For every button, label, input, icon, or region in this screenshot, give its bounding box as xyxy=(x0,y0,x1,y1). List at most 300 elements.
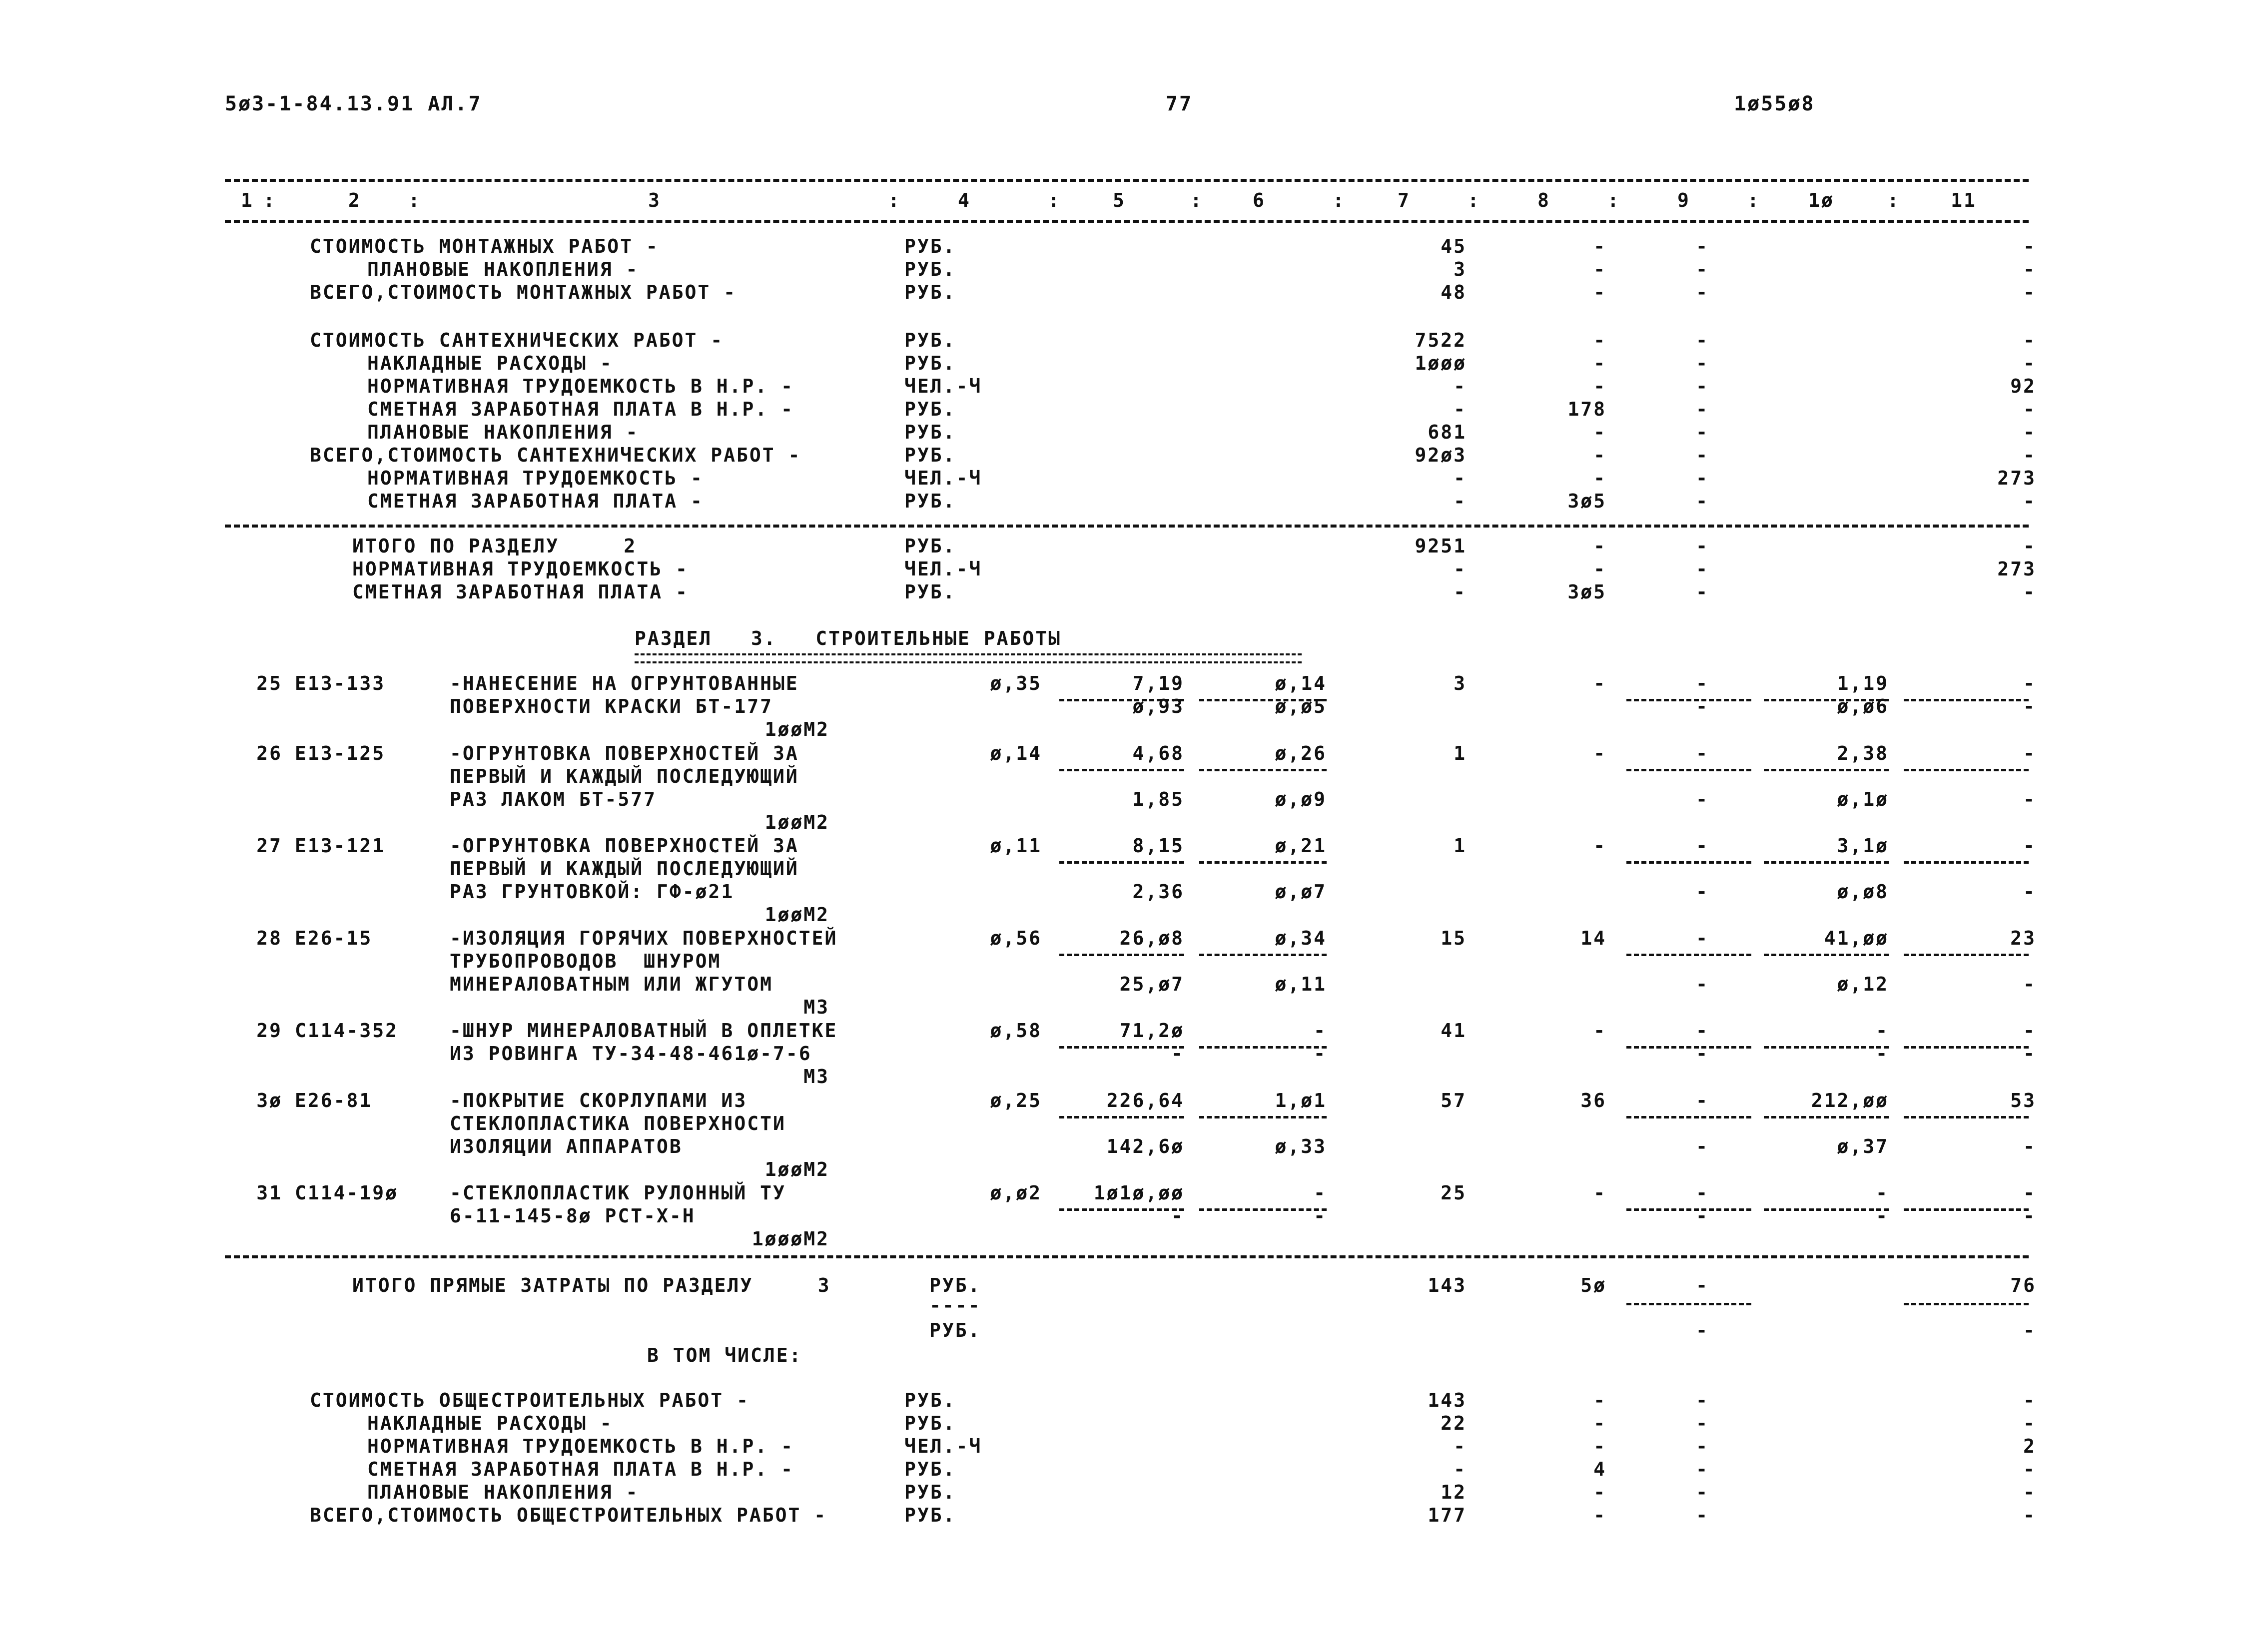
obsh-row-label: ВСЕГО,СТОИМОСТЬ ОБЩЕСТРОИТЕЛЬНЫХ РАБОТ - xyxy=(310,1504,827,1526)
itogo3-col8: 5ø xyxy=(1580,1274,1606,1296)
column-header: 1ø xyxy=(1808,189,1834,211)
santeh-row-unit: РУБ. xyxy=(904,421,956,443)
santeh-row-label: ПЛАНОВЫЕ НАКОПЛЕНИЯ - xyxy=(367,421,639,443)
item-col7: 1 xyxy=(1454,742,1467,764)
obsh-row-col11: - xyxy=(2023,1504,2036,1526)
item-unit: 1øøМ2 xyxy=(764,1158,829,1180)
page-number: 77 xyxy=(1165,92,1193,115)
santeh-row-col9: - xyxy=(1696,490,1709,512)
column-header: 3 xyxy=(648,189,661,211)
itogo2-row-col7: - xyxy=(1454,581,1467,603)
item-description: РАЗ ЛАКОМ БТ-577 xyxy=(450,788,657,810)
obsh-row-col9: - xyxy=(1696,1389,1709,1411)
underline-col10 xyxy=(1764,1116,1889,1118)
santeh-row-col11: - xyxy=(2023,398,2036,420)
item-col10-sub: - xyxy=(1876,1205,1889,1227)
santeh-row-col8: 178 xyxy=(1567,398,1606,420)
item-col10-sub: ø,ø6 xyxy=(1837,695,1889,717)
itogo3-label: ИТОГО ПРЯМЫЕ ЗАТРАТЫ ПО РАЗДЕЛУ 3 xyxy=(352,1274,831,1296)
item-col6: 1,ø1 xyxy=(1275,1090,1327,1111)
item-col10-sub: ø,1ø xyxy=(1837,788,1889,810)
santeh-row-col8: - xyxy=(1593,421,1606,443)
underline-col9 xyxy=(1626,769,1751,771)
item-number: 25 xyxy=(256,672,282,694)
itogo3-col11: 76 xyxy=(2010,1274,2036,1296)
obsh-row-col8: 4 xyxy=(1593,1458,1606,1480)
itogo3-underline-col9 xyxy=(1626,1303,1751,1305)
mont-row-col9: - xyxy=(1696,281,1709,303)
obsh-row-label: НОРМАТИВНАЯ ТРУДОЕМКОСТЬ В Н.Р. - xyxy=(367,1435,794,1457)
mont-row-col7: 3 xyxy=(1454,258,1467,280)
item-number: 3ø xyxy=(256,1090,282,1111)
column-header: 5 xyxy=(1113,189,1126,211)
itogo2-row-col8: - xyxy=(1593,535,1606,557)
santeh-row-col9: - xyxy=(1696,352,1709,374)
item-code: Е26-15 xyxy=(295,927,373,949)
santeh-row-col8: 3ø5 xyxy=(1567,490,1606,512)
item-col11-sub: - xyxy=(2023,1043,2036,1065)
itogo3-underline-col11 xyxy=(1904,1303,2029,1305)
column-header: : xyxy=(408,189,421,211)
item-code: Е13-125 xyxy=(295,742,386,764)
obsh-row-unit: РУБ. xyxy=(904,1412,956,1434)
item-code: С114-352 xyxy=(295,1020,399,1042)
item-col6-sub: ø,ø5 xyxy=(1275,695,1327,717)
item-col10: - xyxy=(1876,1020,1889,1042)
underline-col11 xyxy=(1904,1116,2029,1118)
column-header: 9 xyxy=(1677,189,1690,211)
itogo2-row-col7: 9251 xyxy=(1415,535,1467,557)
itogo2-row-col9: - xyxy=(1696,535,1709,557)
column-header: : xyxy=(1887,189,1900,211)
mont-row-unit: РУБ. xyxy=(904,258,956,280)
item-col11-sub: - xyxy=(2023,973,2036,995)
item-col5-sub: 142,6ø xyxy=(1106,1135,1184,1157)
item-description: ПЕРВЫЙ И КАЖДЫЙ ПОСЛЕДУЮЩИЙ xyxy=(450,858,799,880)
item-col9-sub: - xyxy=(1696,1205,1709,1227)
item-col6: ø,14 xyxy=(1275,672,1327,694)
obsh-row-col9: - xyxy=(1696,1458,1709,1480)
column-header: : xyxy=(1607,189,1620,211)
item-description: -ОГРУНТОВКА ПОВЕРХНОСТЕЙ ЗА xyxy=(450,835,799,857)
subheading-including: В ТОМ ЧИСЛЕ: xyxy=(647,1344,802,1366)
underline-col11 xyxy=(1904,769,2029,771)
obsh-row-unit: РУБ. xyxy=(904,1458,956,1480)
item-number: 26 xyxy=(256,742,282,764)
item-description: ТРУБОПРОВОДОВ ШНУРОМ xyxy=(450,950,722,972)
underline-col6 xyxy=(1199,861,1327,864)
item-col9: - xyxy=(1696,835,1709,857)
obsh-row-col11: - xyxy=(2023,1481,2036,1503)
item-col9: - xyxy=(1696,1020,1709,1042)
obsh-row-label: ПЛАНОВЫЕ НАКОПЛЕНИЯ - xyxy=(367,1481,639,1503)
item-col6-sub: - xyxy=(1314,1205,1327,1227)
item-description: -НАНЕСЕНИЕ НА ОГРУНТОВАННЫЕ xyxy=(450,672,799,694)
itogo2-row-col8: 3ø5 xyxy=(1567,581,1606,603)
item-col9: - xyxy=(1696,742,1709,764)
item-unit: М3 xyxy=(803,996,829,1018)
column-header: : xyxy=(1747,189,1760,211)
obsh-row-col11: - xyxy=(2023,1412,2036,1434)
itogo2-row-label: НОРМАТИВНАЯ ТРУДОЕМКОСТЬ - xyxy=(352,558,689,580)
item-col9: - xyxy=(1696,672,1709,694)
underline-col6 xyxy=(1199,769,1327,771)
santeh-row-col7: - xyxy=(1454,375,1467,397)
item-col6-sub: ø,11 xyxy=(1275,973,1327,995)
obsh-row-col7: 143 xyxy=(1428,1389,1467,1411)
santeh-row-col9: - xyxy=(1696,398,1709,420)
column-header: 1 xyxy=(241,189,254,211)
item-col11: 23 xyxy=(2010,927,2036,949)
santeh-row-col11: - xyxy=(2023,329,2036,351)
mont-row-unit: РУБ. xyxy=(904,235,956,257)
underline-col5 xyxy=(1059,1116,1184,1118)
mont-row-col7: 48 xyxy=(1441,281,1467,303)
item-col6: - xyxy=(1314,1182,1327,1204)
item-col6: ø,26 xyxy=(1275,742,1327,764)
santeh-row-label: НАКЛАДНЫЕ РАСХОДЫ - xyxy=(367,352,613,374)
item-col4: ø,25 xyxy=(990,1090,1042,1111)
obsh-row-col8: - xyxy=(1593,1504,1606,1526)
item-number: 29 xyxy=(256,1020,282,1042)
santeh-row-col8: - xyxy=(1593,352,1606,374)
itogo2-row-unit: ЧЕЛ.-Ч xyxy=(904,558,982,580)
underline-col10 xyxy=(1764,861,1889,864)
itogo2-row-col11: - xyxy=(2023,535,2036,557)
mont-row-label: ПЛАНОВЫЕ НАКОПЛЕНИЯ - xyxy=(367,258,639,280)
item-col10: 212,øø xyxy=(1811,1090,1889,1111)
item-col5: 8,15 xyxy=(1132,835,1184,857)
itogo3-unit2: РУБ. xyxy=(929,1319,981,1341)
item-description: -ОГРУНТОВКА ПОВЕРХНОСТЕЙ ЗА xyxy=(450,742,799,764)
item-col8: 36 xyxy=(1580,1090,1606,1111)
underline-col5 xyxy=(1059,954,1184,956)
item-col10: - xyxy=(1876,1182,1889,1204)
item-unit: 1øøøМ2 xyxy=(751,1228,829,1250)
santeh-row-col8: - xyxy=(1593,444,1606,466)
item-col8: - xyxy=(1593,1020,1606,1042)
items-bottom-rule xyxy=(225,1255,2029,1258)
doc-number: 1ø55ø8 xyxy=(1734,92,1815,115)
item-col4: ø,56 xyxy=(990,927,1042,949)
santeh-row-unit: РУБ. xyxy=(904,490,956,512)
underline-col11 xyxy=(1904,861,2029,864)
obsh-row-col11: - xyxy=(2023,1458,2036,1480)
item-number: 31 xyxy=(256,1182,282,1204)
underline-col9 xyxy=(1626,861,1751,864)
itogo2-row-unit: РУБ. xyxy=(904,581,956,603)
obsh-row-col8: - xyxy=(1593,1389,1606,1411)
santeh-row-col7: - xyxy=(1454,490,1467,512)
item-description: ПЕРВЫЙ И КАЖДЫЙ ПОСЛЕДУЮЩИЙ xyxy=(450,765,799,787)
item-col11: - xyxy=(2023,1182,2036,1204)
underline-col11 xyxy=(1904,954,2029,956)
underline-col9 xyxy=(1626,1116,1751,1118)
mont-row-label: СТОИМОСТЬ МОНТАЖНЫХ РАБОТ - xyxy=(310,235,659,257)
item-col10-sub: ø,37 xyxy=(1837,1135,1889,1157)
santeh-row-col11: - xyxy=(2023,444,2036,466)
obsh-row-col9: - xyxy=(1696,1481,1709,1503)
item-col9-sub: - xyxy=(1696,788,1709,810)
santeh-row-col9: - xyxy=(1696,329,1709,351)
underline-col10 xyxy=(1764,769,1889,771)
item-col11: - xyxy=(2023,1020,2036,1042)
item-col4: ø,11 xyxy=(990,835,1042,857)
obsh-row-col7: - xyxy=(1454,1435,1467,1457)
obsh-row-label: НАКЛАДНЫЕ РАСХОДЫ - xyxy=(367,1412,613,1434)
item-description: ИЗОЛЯЦИИ АППАРАТОВ xyxy=(450,1135,683,1157)
item-description: -ШНУР МИНЕРАЛОВАТНЫЙ В ОПЛЕТКЕ xyxy=(450,1020,838,1042)
item-col7: 25 xyxy=(1441,1182,1467,1204)
item-col5: 4,68 xyxy=(1132,742,1184,764)
santeh-row-unit: ЧЕЛ.-Ч xyxy=(904,375,982,397)
item-unit: М3 xyxy=(803,1066,829,1088)
item-col6: - xyxy=(1314,1020,1327,1042)
itogo2-row-col8: - xyxy=(1593,558,1606,580)
itogo2-row-label: СМЕТНАЯ ЗАРАБОТНАЯ ПЛАТА - xyxy=(352,581,689,603)
mont-row-col11: - xyxy=(2023,235,2036,257)
item-description: -ИЗОЛЯЦИЯ ГОРЯЧИХ ПОВЕРХНОСТЕЙ xyxy=(450,927,838,949)
santeh-row-label: СТОИМОСТЬ САНТЕХНИЧЕСКИХ РАБОТ - xyxy=(310,329,724,351)
item-col5-sub: ø,93 xyxy=(1132,695,1184,717)
santeh-row-col11: 92 xyxy=(2010,375,2036,397)
item-code: Е26-81 xyxy=(295,1090,373,1111)
item-col6-sub: ø,ø7 xyxy=(1275,881,1327,903)
obsh-row-col9: - xyxy=(1696,1412,1709,1434)
santeh-row-col7: 92ø3 xyxy=(1415,444,1467,466)
obsh-row-unit: РУБ. xyxy=(904,1504,956,1526)
santeh-row-col7: 681 xyxy=(1428,421,1467,443)
itogo2-row-unit: РУБ. xyxy=(904,535,956,557)
mont-row-col11: - xyxy=(2023,281,2036,303)
item-col5: 226,64 xyxy=(1106,1090,1184,1111)
column-header: 6 xyxy=(1253,189,1266,211)
itogo2-row-col11: 273 xyxy=(1997,558,2036,580)
obsh-row-unit: ЧЕЛ.-Ч xyxy=(904,1435,982,1457)
santeh-row-col7: 1øøø xyxy=(1415,352,1467,374)
santeh-row-col7: 7522 xyxy=(1415,329,1467,351)
mont-row-col9: - xyxy=(1696,235,1709,257)
itogo3-col9: - xyxy=(1696,1274,1709,1296)
itogo2-row-col7: - xyxy=(1454,558,1467,580)
itogo3-unit-dash: ---- xyxy=(929,1294,981,1316)
item-col8: - xyxy=(1593,835,1606,857)
mont-row-unit: РУБ. xyxy=(904,281,956,303)
item-col5: 7,19 xyxy=(1132,672,1184,694)
obsh-row-col9: - xyxy=(1696,1435,1709,1457)
column-header: 8 xyxy=(1537,189,1550,211)
santeh-row-col8: - xyxy=(1593,467,1606,489)
item-col4: ø,58 xyxy=(990,1020,1042,1042)
column-header: : xyxy=(888,189,901,211)
item-description: ПОВЕРХНОСТИ КРАСКИ БТ-177 xyxy=(450,695,773,717)
item-col5-sub: 1,85 xyxy=(1132,788,1184,810)
section-title-underline xyxy=(635,653,1302,663)
column-header: : xyxy=(1048,189,1061,211)
item-col8: - xyxy=(1593,742,1606,764)
santeh-row-unit: РУБ. xyxy=(904,352,956,374)
santeh-row-col7: - xyxy=(1454,467,1467,489)
mont-row-col11: - xyxy=(2023,258,2036,280)
underline-col5 xyxy=(1059,861,1184,864)
obsh-row-col11: - xyxy=(2023,1389,2036,1411)
item-description: СТЕКЛОПЛАСТИКА ПОВЕРХНОСТИ xyxy=(450,1112,786,1134)
section2-rule xyxy=(225,525,2029,528)
underline-col5 xyxy=(1059,769,1184,771)
item-col10-sub: ø,12 xyxy=(1837,973,1889,995)
item-col5: 1ø1ø,øø xyxy=(1093,1182,1184,1204)
santeh-row-label: СМЕТНАЯ ЗАРАБОТНАЯ ПЛАТА В Н.Р. - xyxy=(367,398,794,420)
obsh-row-col8: - xyxy=(1593,1481,1606,1503)
item-col7: 41 xyxy=(1441,1020,1467,1042)
santeh-row-col11: - xyxy=(2023,490,2036,512)
item-col10: 1,19 xyxy=(1837,672,1889,694)
obsh-row-col7: - xyxy=(1454,1458,1467,1480)
item-col4: ø,14 xyxy=(990,742,1042,764)
mont-row-col8: - xyxy=(1593,258,1606,280)
item-col7: 15 xyxy=(1441,927,1467,949)
santeh-row-unit: РУБ. xyxy=(904,398,956,420)
item-col10-sub: - xyxy=(1876,1043,1889,1065)
item-col5-sub: - xyxy=(1171,1205,1184,1227)
santeh-row-col9: - xyxy=(1696,467,1709,489)
santeh-row-unit: РУБ. xyxy=(904,329,956,351)
item-code: С114-19ø xyxy=(295,1182,399,1204)
item-col9-sub: - xyxy=(1696,695,1709,717)
item-col11-sub: - xyxy=(2023,1205,2036,1227)
item-col10: 3,1ø xyxy=(1837,835,1889,857)
item-col11: - xyxy=(2023,672,2036,694)
column-header: 7 xyxy=(1398,189,1411,211)
mont-row-col7: 45 xyxy=(1441,235,1467,257)
item-col10-sub: ø,ø8 xyxy=(1837,881,1889,903)
doc-code: 5ø3-1-84.13.91 АЛ.7 xyxy=(225,92,482,115)
item-col11: - xyxy=(2023,835,2036,857)
obsh-row-col8: - xyxy=(1593,1435,1606,1457)
column-header: 11 xyxy=(1951,189,1977,211)
item-col11: - xyxy=(2023,742,2036,764)
item-col5: 26,ø8 xyxy=(1119,927,1184,949)
item-col4: ø,ø2 xyxy=(990,1182,1042,1204)
obsh-row-label: СТОИМОСТЬ ОБЩЕСТРОИТЕЛЬНЫХ РАБОТ - xyxy=(310,1389,749,1411)
obsh-row-col7: 12 xyxy=(1441,1481,1467,1503)
item-description: -СТЕКЛОПЛАСТИК РУЛОННЫЙ ТУ xyxy=(450,1182,786,1204)
item-col6: ø,34 xyxy=(1275,927,1327,949)
obsh-row-unit: РУБ. xyxy=(904,1389,956,1411)
underline-col9 xyxy=(1626,954,1751,956)
item-col5-sub: 25,ø7 xyxy=(1119,973,1184,995)
santeh-row-col9: - xyxy=(1696,444,1709,466)
obsh-row-col7: 177 xyxy=(1428,1504,1467,1526)
item-description: МИНЕРАЛОВАТНЫМ ИЛИ ЖГУТОМ xyxy=(450,973,773,995)
item-col9-sub: - xyxy=(1696,881,1709,903)
item-col11: 53 xyxy=(2010,1090,2036,1111)
item-col11-sub: - xyxy=(2023,695,2036,717)
itogo2-row-col9: - xyxy=(1696,581,1709,603)
obsh-row-col7: 22 xyxy=(1441,1412,1467,1434)
header-rule xyxy=(225,220,2029,223)
column-header: : xyxy=(1333,189,1346,211)
item-col9-sub: - xyxy=(1696,973,1709,995)
section-title: РАЗДЕЛ 3. СТРОИТЕЛЬНЫЕ РАБОТЫ xyxy=(635,627,1061,649)
obsh-row-unit: РУБ. xyxy=(904,1481,956,1503)
item-col10: 2,38 xyxy=(1837,742,1889,764)
column-header: 2 xyxy=(348,189,361,211)
santeh-row-unit: ЧЕЛ.-Ч xyxy=(904,467,982,489)
underline-col6 xyxy=(1199,1116,1327,1118)
item-col11-sub: - xyxy=(2023,881,2036,903)
item-unit: 1øøМ2 xyxy=(764,718,829,740)
obsh-row-col9: - xyxy=(1696,1504,1709,1526)
santeh-row-col8: - xyxy=(1593,375,1606,397)
item-col5-sub: 2,36 xyxy=(1132,881,1184,903)
item-number: 27 xyxy=(256,835,282,857)
item-description: -ПОКРЫТИЕ СКОРЛУПАМИ ИЗ xyxy=(450,1090,748,1111)
column-header: : xyxy=(1190,189,1203,211)
obsh-row-label: СМЕТНАЯ ЗАРАБОТНАЯ ПЛАТА В Н.Р. - xyxy=(367,1458,794,1480)
item-number: 28 xyxy=(256,927,282,949)
mont-row-col9: - xyxy=(1696,258,1709,280)
item-unit: 1øøМ2 xyxy=(764,811,829,833)
item-col6-sub: - xyxy=(1314,1043,1327,1065)
item-col9: - xyxy=(1696,1090,1709,1111)
item-description: 6-11-145-8ø РСТ-Х-Н xyxy=(450,1205,696,1227)
santeh-row-label: НОРМАТИВНАЯ ТРУДОЕМКОСТЬ - xyxy=(367,467,704,489)
santeh-row-unit: РУБ. xyxy=(904,444,956,466)
itogo3-col11-sub: - xyxy=(2023,1319,2036,1341)
obsh-row-col11: 2 xyxy=(2023,1435,2036,1457)
santeh-row-col9: - xyxy=(1696,421,1709,443)
item-col7: 57 xyxy=(1441,1090,1467,1111)
item-col6-sub: ø,ø9 xyxy=(1275,788,1327,810)
top-rule xyxy=(225,179,2029,182)
itogo3-unit: РУБ. xyxy=(929,1274,981,1296)
santeh-row-col8: - xyxy=(1593,329,1606,351)
item-col4: ø,35 xyxy=(990,672,1042,694)
santeh-row-col11: - xyxy=(2023,352,2036,374)
item-col8: - xyxy=(1593,1182,1606,1204)
item-col9-sub: - xyxy=(1696,1135,1709,1157)
itogo3-col7: 143 xyxy=(1428,1274,1467,1296)
item-col5-sub: - xyxy=(1171,1043,1184,1065)
item-col10: 41,øø xyxy=(1824,927,1889,949)
column-header: 4 xyxy=(958,189,971,211)
item-col9: - xyxy=(1696,1182,1709,1204)
item-col9: - xyxy=(1696,927,1709,949)
obsh-row-col8: - xyxy=(1593,1412,1606,1434)
item-code: Е13-121 xyxy=(295,835,386,857)
column-header: : xyxy=(263,189,276,211)
mont-row-col8: - xyxy=(1593,281,1606,303)
item-col11-sub: - xyxy=(2023,788,2036,810)
item-col6-sub: ø,33 xyxy=(1275,1135,1327,1157)
santeh-row-label: НОРМАТИВНАЯ ТРУДОЕМКОСТЬ В Н.Р. - xyxy=(367,375,794,397)
column-header: : xyxy=(1468,189,1481,211)
item-col7: 1 xyxy=(1454,835,1467,857)
itogo2-row-label: ИТОГО ПО РАЗДЕЛУ 2 xyxy=(352,535,637,557)
item-col7: 3 xyxy=(1454,672,1467,694)
santeh-row-col11: 273 xyxy=(1997,467,2036,489)
itogo3-col9-sub: - xyxy=(1696,1319,1709,1341)
item-col5: 71,2ø xyxy=(1119,1020,1184,1042)
item-col8: - xyxy=(1593,672,1606,694)
mont-row-label: ВСЕГО,СТОИМОСТЬ МОНТАЖНЫХ РАБОТ - xyxy=(310,281,737,303)
itogo2-row-col9: - xyxy=(1696,558,1709,580)
item-col11-sub: - xyxy=(2023,1135,2036,1157)
item-unit: 1øøМ2 xyxy=(764,904,829,926)
santeh-row-col9: - xyxy=(1696,375,1709,397)
item-col9-sub: - xyxy=(1696,1043,1709,1065)
